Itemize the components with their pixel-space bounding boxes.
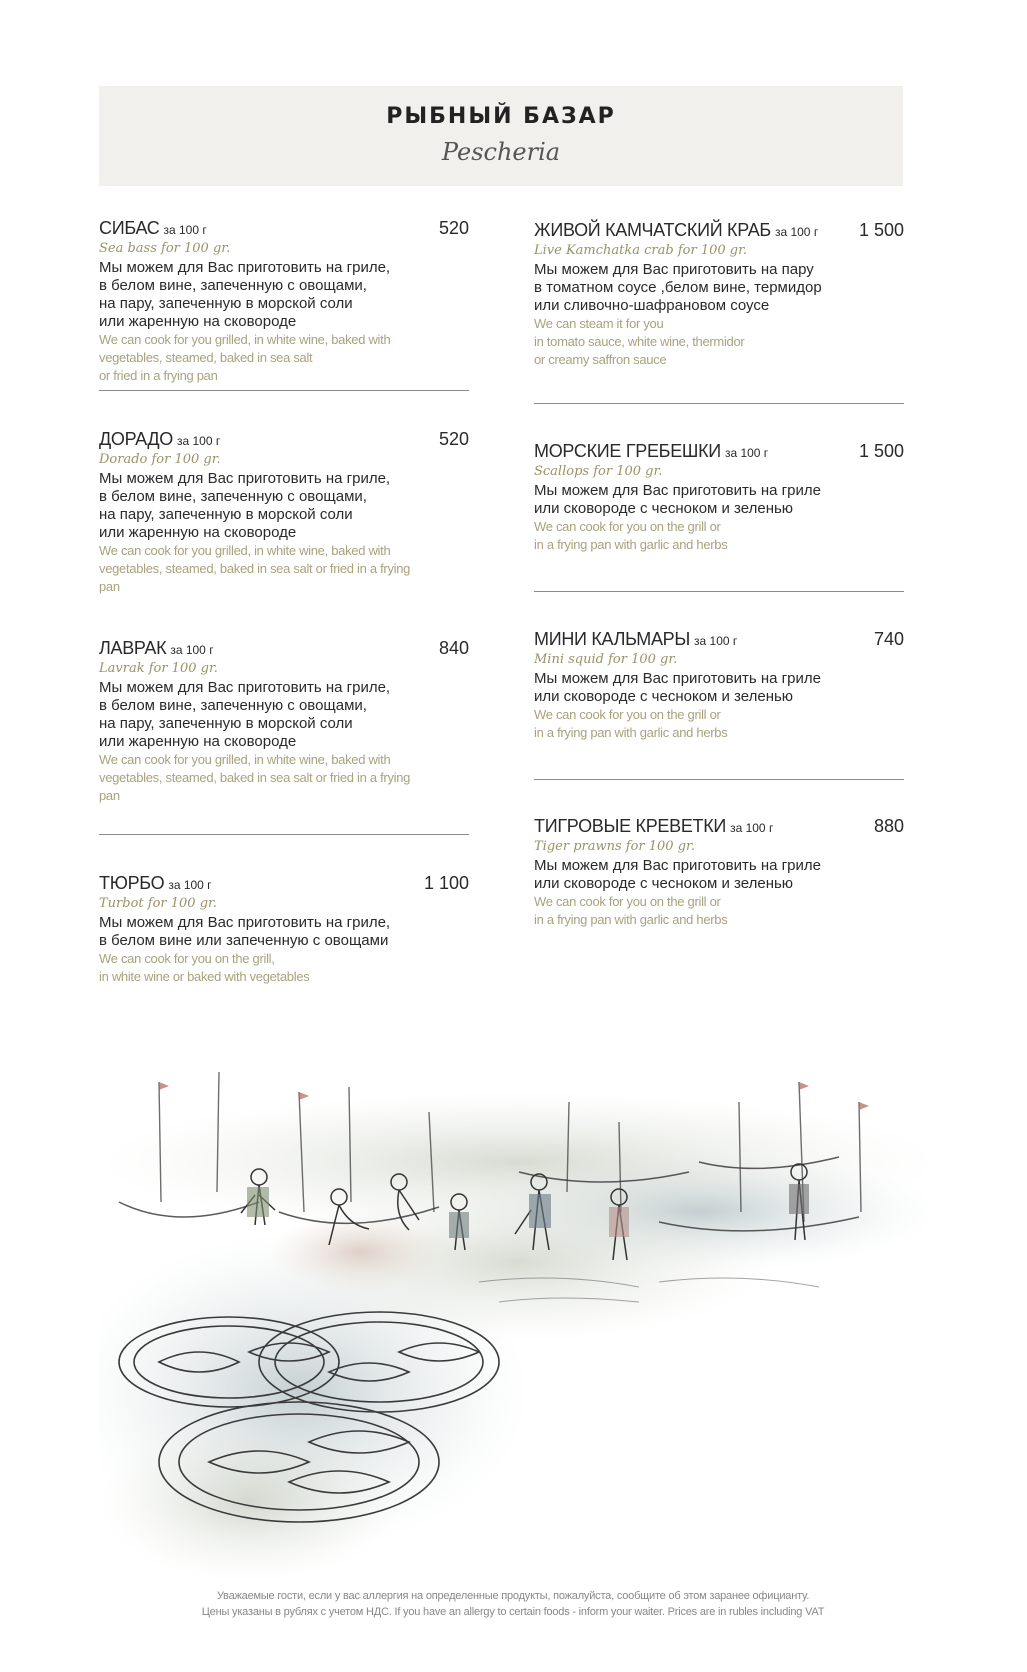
item-en-name: Mini squid for 100 gr. xyxy=(534,652,678,667)
item-price: 880 xyxy=(873,816,904,836)
item-en-name: Live Kamchatka crab for 100 gr. xyxy=(534,243,748,258)
item-ru-description: Мы можем для Вас приготовить на гриле, в белом вине, запеченную с овощами, на пару, запеченную в морской соли или жаренную на сковороде xyxy=(99,679,391,750)
item-price: 1 500 xyxy=(858,441,904,461)
menu-item-scallops xyxy=(534,441,904,591)
item-en-name: Sea bass for 100 gr. xyxy=(99,241,231,256)
menu-item-dorado xyxy=(99,429,469,601)
item-name: МИНИ КАЛЬМАРЫ xyxy=(534,629,691,649)
item-en-description: We can cook for you grilled, in white wine, baked with vegetables, steamed, baked in sea salt or fried in a frying pan xyxy=(99,752,411,803)
item-name: ТЮРБО xyxy=(99,873,165,893)
menu-item-turbot xyxy=(99,873,469,986)
menu-item-sibas xyxy=(99,218,469,390)
item-unit: за 100 г xyxy=(724,446,769,460)
item-price: 520 xyxy=(438,218,469,238)
item-ru-description: Мы можем для Вас приготовить на гриле или сковороде с чесноком и зеленью xyxy=(534,482,821,517)
item-name: ТИГРОВЫЕ КРЕВЕТКИ xyxy=(534,816,727,836)
item-name: СИБАС xyxy=(99,218,160,238)
item-unit: за 100 г xyxy=(694,634,738,648)
menu-item-kamchatka-crab xyxy=(534,220,904,403)
item-price: 740 xyxy=(873,629,904,649)
item-name: ДОРАДО xyxy=(99,429,173,449)
item-ru-description: Мы можем для Вас приготовить на гриле, в белом вине, запеченную с овощами, на пару, запеченную в морской соли или жаренную на сковороде xyxy=(99,259,391,330)
item-en-description: We can cook for you grilled, in white wine, baked with vegetables, steamed, baked in sea salt or fried in a frying pan xyxy=(99,332,391,383)
section-title: РЫБНЫЙ БАЗАР xyxy=(386,104,616,129)
item-unit: за 100 г xyxy=(170,643,214,657)
item-price: 520 xyxy=(438,429,469,449)
item-unit: за 100 г xyxy=(730,821,774,835)
item-ru-description: Мы можем для Вас приготовить на гриле, в белом вине или запеченную с овощами xyxy=(99,914,391,949)
item-en-description: We can cook for you on the grill or in a frying pan with garlic and herbs xyxy=(534,519,728,552)
item-en-name: Turbot for 100 gr. xyxy=(99,896,217,911)
item-en-description: We can cook for you on the grill or in a frying pan with garlic and herbs xyxy=(534,894,728,927)
item-name: ЛАВРАК xyxy=(99,638,167,658)
item-price: 1 500 xyxy=(858,220,904,240)
fish-market-sketch-icon xyxy=(99,1062,927,1582)
item-ru-description: Мы можем для Вас приготовить на гриле или сковороде с чесноком и зеленью xyxy=(534,670,821,705)
item-en-description: We can cook for you on the grill, in white wine or baked with vegetables xyxy=(99,951,310,984)
item-ru-description: Мы можем для Вас приготовить на пару в томатном соусе ,белом вине, термидор или сливочно-шафрановом соусе xyxy=(534,261,822,314)
item-price: 1 100 xyxy=(423,873,469,893)
item-unit: за 100 г xyxy=(163,223,207,237)
item-name: МОРСКИЕ ГРЕБЕШКИ xyxy=(534,441,721,461)
item-unit: за 100 г xyxy=(177,434,221,448)
item-en-name: Dorado for 100 gr. xyxy=(99,452,221,467)
item-unit: за 100 г xyxy=(774,225,819,239)
item-en-name: Lavrak for 100 gr. xyxy=(99,661,218,676)
item-unit: за 100 г xyxy=(168,878,212,892)
item-en-description: We can cook for you on the grill or in a frying pan with garlic and herbs xyxy=(534,707,728,740)
item-en-description: We can steam it for you in tomato sauce, white wine, thermidor or creamy saffron sauce xyxy=(534,316,745,367)
item-price: 840 xyxy=(438,638,469,658)
menu-column-right xyxy=(534,220,904,929)
footer-allergy-note: Уважаемые гости, если у вас аллергия на определенные продукты, пожалуйста, сообщите об этом заранее официанту. xyxy=(216,1590,810,1602)
footer-price-note: Цены указаны в рублях с учетом НДС. If you have an allergy to certain foods - inform your waiter. Prices are in rubles including VAT xyxy=(201,1606,825,1618)
item-name: ЖИВОЙ КАМЧАТСКИЙ КРАБ xyxy=(534,220,771,240)
item-en-name: Scallops for 100 gr. xyxy=(534,464,663,479)
menu-column-left xyxy=(99,218,469,986)
menu-item-tiger-prawns xyxy=(534,816,904,929)
item-en-description: We can cook for you grilled, in white wine, baked with vegetables, steamed, baked in sea salt or fried in a frying pan xyxy=(99,543,411,594)
section-subtitle: Pescheria xyxy=(441,138,561,166)
section-header xyxy=(99,86,903,186)
menu-item-mini-squid xyxy=(534,629,904,779)
item-ru-description: Мы можем для Вас приготовить на гриле, в белом вине, запеченную с овощами, на пару, запеченную в морской соли или жаренную на сковороде xyxy=(99,470,391,541)
item-en-name: Tiger prawns for 100 gr. xyxy=(534,839,695,854)
menu-item-lavrak xyxy=(99,638,469,834)
item-ru-description: Мы можем для Вас приготовить на гриле или сковороде с чесноком и зеленью xyxy=(534,857,821,892)
